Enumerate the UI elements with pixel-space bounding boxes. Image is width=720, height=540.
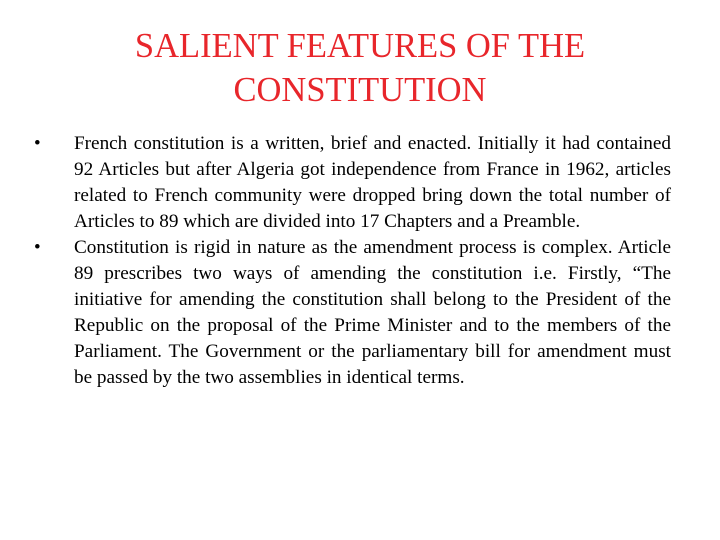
slide-title-line-2: CONSTITUTION [233,71,487,109]
bullet-list [34,131,671,391]
slide-title [60,24,660,112]
bullet-item-rigid-constitution [34,235,671,391]
bullet-item-written-constitution [34,131,671,235]
bullet-text: French constitution is a written, brief and enacted. Initially it had contained 92 Articles but after Algeria got independence from France in 1962, articles related to French community were dropped bring down the total number of Articles to 89 which are divided into 17 Chapters and a Preamble. [74,133,671,232]
slide-title-line-1: SALIENT FEATURES OF THE [134,27,586,65]
bullet-dot-icon: • [34,133,41,154]
bullet-dot-icon: • [34,237,41,258]
bullet-text: Constitution is rigid in nature as the amendment process is complex. Article 89 prescribes two ways of amending the constitution i.e. Firstly, “The initiative for amending the constitution shall belong to the President of the Republic on the proposal of the Prime Minister and to the members of the Parliament. The Government or the parliamentary bill for amendment must be passed by the two assemblies in identical terms. [74,237,671,388]
